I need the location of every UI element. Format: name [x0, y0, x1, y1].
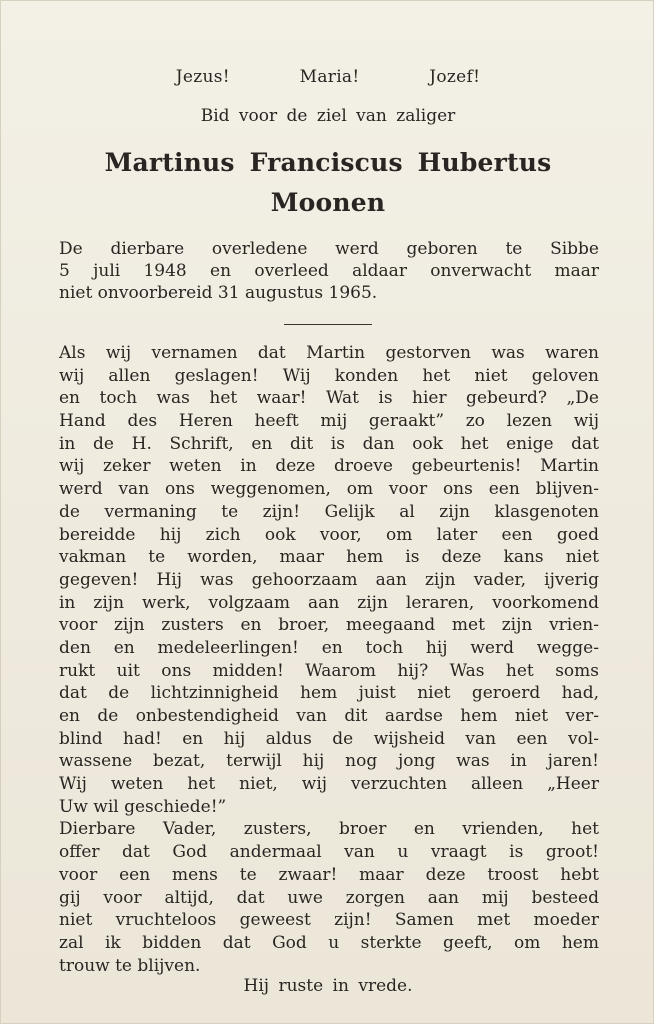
body-line: wij allen geslagen! Wij konden het niet geloven [59, 365, 599, 386]
deceased-name-line-2: Moonen [270, 188, 386, 217]
body-line: voor een mens te zwaar! maar deze troost hebt [59, 864, 599, 885]
intro-line: niet onvoorbereid 31 augustus 1965. [59, 283, 378, 303]
body-line: Wij weten het niet, wij verzuchten alleen „Heer [59, 774, 599, 795]
body-line: Als wij vernamen dat Martin gestorven was waren [59, 343, 599, 363]
prayer-line: Bid voor de ziel van zaliger [200, 106, 456, 126]
invocation-maria: Maria! [299, 67, 360, 87]
body-line: zal ik bidden dat God u sterkte geeft, om hem [59, 932, 599, 953]
body-line: blind had! en hij aldus de wijsheid van een vol- [59, 728, 599, 749]
body-line: vakman te worden, maar hem is deze kans niet [59, 547, 599, 568]
body-line: dat de lichtzinnigheid hem juist niet geroerd had, [59, 683, 599, 704]
intro-paragraph [59, 238, 599, 304]
body-line: niet vruchteloos geweest zijn! Samen met moeder [59, 910, 599, 931]
memorial-text [59, 342, 599, 977]
closing-line: Hij ruste in vrede. [243, 976, 413, 996]
invocations [1, 67, 654, 87]
body-line: bereidde hij zich ook voor, om later een goed [59, 524, 599, 545]
intro-line: 5 juli 1948 en overleed aldaar onverwacht maar [59, 261, 599, 281]
body-line: wassene bezat, terwijl hij nog jong was in jaren! [59, 751, 599, 772]
body-line: Dierbare Vader, zusters, broer en vrienden, het [59, 819, 599, 840]
body-line: Hand des Heren heeft mij geraakt” zo lezen wij [59, 411, 599, 432]
body-line: Uw wil geschiede!” [59, 796, 227, 817]
body-line: de vermaning te zijn! Gelijk al zijn klasgenoten [59, 501, 599, 522]
body-line: gegeven! Hij was gehoorzaam aan zijn vader, ijverig [59, 569, 599, 590]
body-line: offer dat God andermaal van u vraagt is groot! [59, 842, 599, 863]
body-line: den en medeleerlingen! en toch hij werd wegge- [59, 637, 599, 658]
body-line: rukt uit ons midden! Waarom hij? Was het soms [59, 660, 599, 681]
body-line: trouw te blijven. [59, 955, 201, 976]
deceased-name-line-1: Martinus Franciscus Hubertus [104, 148, 552, 177]
divider [284, 324, 372, 325]
invocation-jezus: Jezus! [175, 67, 230, 87]
body-line: en de onbestendigheid van dit aardse hem niet ver- [59, 706, 599, 726]
body-line: in de H. Schrift, en dit is dan ook het enige dat [59, 433, 599, 454]
body-line: gij voor altijd, dat uwe zorgen aan mij besteed [59, 887, 599, 908]
body-line: voor zijn zusters en broer, meegaand met zijn vrien- [59, 615, 599, 636]
body-line: en toch was het waar! Wat is hier gebeurd? „De [59, 388, 599, 409]
body-line: in zijn werk, volgzaam aan zijn leraren, voorkomend [59, 592, 599, 613]
intro-line: De dierbare overledene werd geboren te Sibbe [59, 239, 599, 259]
body-line: wij zeker weten in deze droeve gebeurtenis! Martin [59, 456, 599, 477]
body-line: werd van ons weggenomen, om voor ons een blijven- [59, 479, 599, 500]
invocation-jozef: Jozef! [429, 67, 481, 87]
